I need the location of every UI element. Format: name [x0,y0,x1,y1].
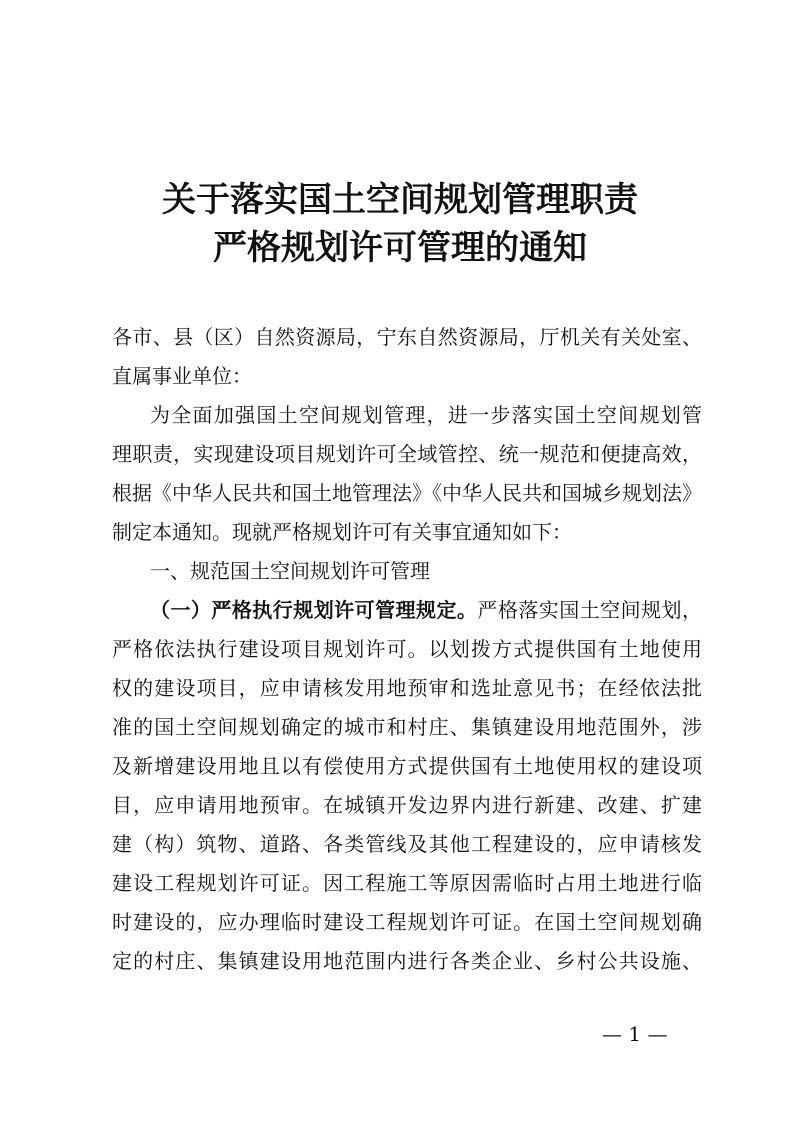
intro-line-3: 根据《中华人民共和国土地管理法》《中华人民共和国城乡规划法》 [112,481,702,505]
subsection-1-line-8: 建设工程规划许可证。因工程施工等原因需临时占用土地进行临 [112,871,702,895]
intro-line-2: 理职责，实现建设项目规划许可全域管控、统一规范和便捷高效， [112,442,702,466]
subsection-1-line-4: 准的国土空间规划确定的城市和村庄、集镇建设用地范围外，涉 [112,715,702,739]
page-number: — 1 — [602,1022,668,1046]
document-title-line-1: 关于落实国土空间规划管理职责 [162,180,638,220]
subsection-1-line-7: 建（构）筑物、道路、各类管线及其他工程建设的，应申请核发 [112,832,702,856]
subsection-1-line-10: 定的村庄、集镇建设用地范围内进行各类企业、乡村公共设施、 [112,949,702,973]
subsection-1-line-3: 权的建设项目，应申请核发用地预审和选址意见书；在经依法批 [112,676,702,700]
subsection-1-line-5: 及新增建设用地且以有偿使用方式提供国有土地使用权的建设项 [112,754,702,778]
intro-line-1: 为全面加强国土空间规划管理，进一步落实国土空间规划管 [150,403,702,427]
subsection-1-line-1 [150,591,702,630]
addressee-line-2: 直属事业单位： [112,364,252,388]
intro-line-4: 制定本通知。现就严格规划许可有关事宜通知如下： [112,520,572,544]
document-title-line-2: 严格规划许可管理的通知 [213,228,587,268]
subsection-1-lead: （一）严格执行规划许可管理规定。 [150,598,478,622]
section-heading-1: 一、规范国土空间规划许可管理 [150,559,430,583]
addressee-line-1: 各市、县（区）自然资源局，宁东自然资源局，厅机关有关处室、 [112,325,702,349]
subsection-1-line-6: 目，应申请用地预审。在城镇开发边界内进行新建、改建、扩建 [112,793,702,817]
subsection-1-line-2: 严格依法执行建设项目规划许可。以划拨方式提供国有土地使用 [112,637,702,661]
subsection-1-line-1-rest: 严格落实国土空间规划， [477,598,703,622]
subsection-1-line-9: 时建设的，应办理临时建设工程规划许可证。在国土空间规划确 [112,910,702,934]
